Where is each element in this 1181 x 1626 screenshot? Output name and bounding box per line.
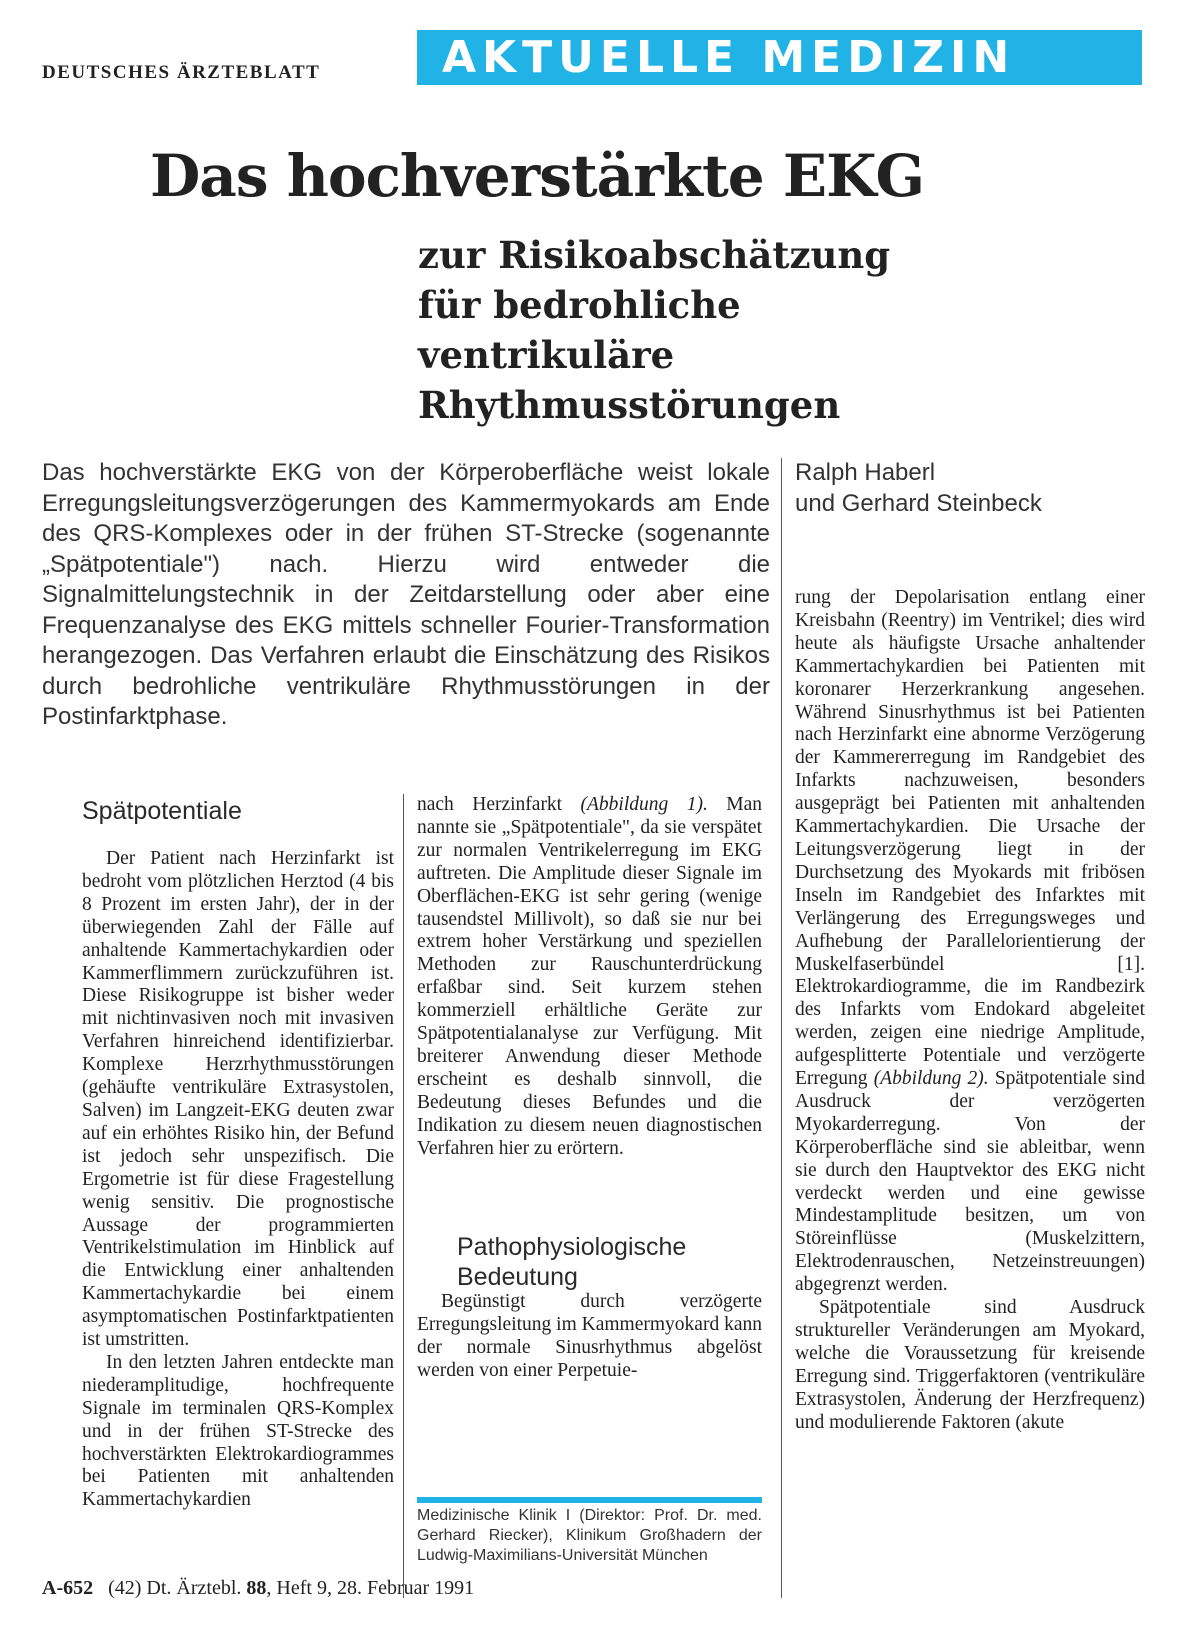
journal-name: DEUTSCHES ÄRZTEBLATT [42, 62, 321, 83]
page-number: A-652 [42, 1577, 94, 1599]
heading-line: Pathophysiologische [457, 1233, 687, 1261]
section-heading-spaetpotentiale: Spätpotentiale [82, 797, 242, 825]
volume: 88 [246, 1577, 267, 1599]
heading-line: Bedeutung [457, 1263, 578, 1291]
text-run: rung der Depolarisation entlang einer Kreisbahn (Reentry) im Ventrikel; dies wird heute als häufigste Ursache anhaltender Kammertachykardien bei Patienten mit koronarer Herzerkrankung angesehen. Während Sinusrhythmus ist bei Patienten nach Herzinfarkt eine abnorme Verzögerung der Kammererregung im Randgebiet des Infarkts nachzuweisen, besonders ausgeprägt bei Patienten mit anhaltenden Kammertachykardien. Die Ursache der Leitungsverzögerung liegt in der Durchsetzung des Myokards mit fribösen Inseln im Randgebiet des Infarktes mit Verlängerung des Erregungsweges und Aufhebung der Parallelorientierung der Muskelfaserbündel [1]. Elektrokardiogramme, die im Randbezirk des Infarkts vom Endokard abgeleitet werden, zeigen eine niedrige Amplitude, aufgesplitterte Potentiale und verzögerte Erregung [795, 587, 1145, 1090]
paragraph [417, 794, 762, 1161]
author-2: und Gerhard Steinbeck [795, 489, 1042, 517]
figure-reference: (Abbildung 2). [873, 1068, 989, 1090]
citation-rest: , Heft 9, 28. Februar 1991 [266, 1577, 475, 1599]
subtitle-line: für bedrohliche [418, 283, 741, 327]
affiliation-rule [417, 1497, 762, 1503]
affiliation: Medizinische Klinik I (Direktor: Prof. Dr. med. Gerhard Riecker), Klinikum Großhadern der Ludwig-Maximilians-Universität München [417, 1507, 762, 1564]
subtitle-line: Rhythmusstörungen [418, 383, 841, 427]
section-heading-pathophysiologie [457, 1232, 757, 1292]
paragraph: Spätpotentiale sind Ausdruck struktureller Veränderungen am Myokard, welche die Voraussetzung für kreisende Erregung sind. Triggerfaktoren (ventrikuläre Extrasystolen, Änderung der Herzfrequenz) und modulierende Faktoren (akute [795, 1297, 1145, 1433]
paragraph [795, 587, 1145, 1297]
column-3 [795, 587, 1145, 1435]
paragraph: In den letzten Jahren entdeckte man niederamplitudige, hochfrequente Signale im terminalen QRS-Komplex und in der frühen ST-Strecke des hochverstärkten Elektrokardiogrammes bei Patienten mit anhaltenden Kammertachykardien [82, 1351, 394, 1511]
column-divider [403, 794, 404, 1598]
citation: (42) Dt. Ärztebl. [108, 1577, 247, 1599]
column-1 [82, 848, 394, 1512]
author-1: Ralph Haberl [795, 459, 936, 486]
paragraph: Der Patient nach Herzinfarkt ist bedroht vom plötzlichen Herztod (4 bis 8 Prozent im ersten Jahr), der in der überwiegenden Zahl der Fälle auf anhaltende Kammertachykardien oder Kammerflimmern zurückzuführen ist. Diese Risikogruppe ist bisher weder mit nichtinvasiven noch mit invasiven Verfahren hinreichend identifizierbar. Komplexe Herzrhythmusstörungen (gehäufte ventrikuläre Extrasystolen, Salven) im Langzeit-EKG deuten zwar auf ein erhöhtes Risiko hin, der Befund ist jedoch sehr unspezifisch. Die Ergometrie ist für diese Fragestellung wenig sensitiv. Die prognostische Aussage der programmierten Ventrikelstimulation im Hinblick auf die Entwicklung einer anhaltenden Kammertachykardie bei einem asymptomatischen Postinfarktpatienten ist umstritten. [82, 848, 394, 1351]
paragraph: Begünstigt durch verzögerte Erregungsleitung im Kammermyokard kann der normale Sinusrhythmus abgelöst werden von einer Perpetuie- [417, 1291, 762, 1381]
subtitle-line: ventrikuläre [418, 333, 675, 377]
column-2-continued [417, 1291, 762, 1383]
page-footer [42, 1577, 474, 1600]
authors [795, 458, 1145, 519]
figure-reference: (Abbildung 1). [580, 794, 708, 815]
column-divider [781, 458, 782, 1598]
subtitle-line: zur Risikoabschätzung [418, 233, 891, 277]
section-banner: AKTUELLE MEDIZIN [417, 30, 1142, 85]
text-run: Man nannte sie „Spätpotentiale", da sie verspätet zur normalen Ventrikelerregung im EKG auftreten. Die Amplitude dieser Signale im Oberflächen-EKG ist sehr gering (wenige tausendstel Millivolt), so daß sie nur bei extrem hoher Verstärkung und speziellen Methoden zur Rauschunterdrückung erfaßbar sind. Seit kurzem stehen kommerziell erhältliche Geräte zur Spätpotentialanalyse zur Verfügung. Mit breiterer Anwendung dieser Methode erscheint es deshalb sinnvoll, die Bedeutung dieses Befundes und die Indikation zu diesem neuen diagnostischen Verfahren hier zu erörtern. [417, 794, 762, 1159]
text-run: nach Herzinfarkt [417, 794, 581, 815]
text-run: Spätpotentiale sind Ausdruck der verzögerten Myokarderregung. Von der Körperoberfläche sind sie ableitbar, wenn sie durch den Hauptvektor des EKG nicht verdeckt werden und eine gewisse Mindestamplitude besitzen, um von Störeinflüsse (Muskelzittern, Elektrodenrauschen, Netzeinstreuungen) abgegrenzt werden. [795, 1068, 1146, 1296]
abstract: Das hochverstärkte EKG von der Körperoberfläche weist lokale Erregungsleitungsverzögerungen des Kammermyokards am Ende des QRS-Komplexes oder in der frühen ST-Strecke (sogenannte „Spätpotentiale") nach. Hierzu wird entweder die Signalmittelungstechnik in der Zeitdarstellung oder aber eine Frequenzanalyse des EKG mittels schneller Fourier-Transformation herangezogen. Das Verfahren erlaubt die Einschätzung des Risikos durch bedrohliche ventrikuläre Rhythmusstörungen in der Postinfarktphase. [42, 459, 770, 730]
article-title: Das hochverstärkte EKG [150, 142, 925, 210]
column-2 [417, 794, 762, 1161]
article-subtitle [418, 230, 1018, 430]
